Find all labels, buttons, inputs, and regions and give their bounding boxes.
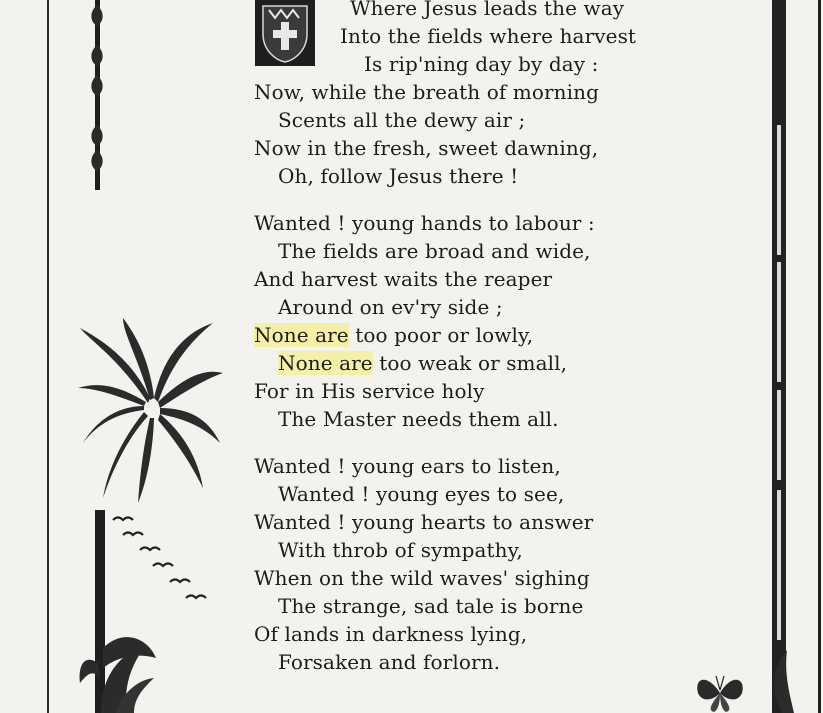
birds-icon (108, 510, 208, 610)
page-edge-right (818, 0, 821, 713)
highlighted-text: None are (278, 351, 373, 375)
ornament-vine-icon (86, 0, 110, 195)
highlighted-text: None are (254, 323, 349, 347)
poem-line: Forsaken and forlorn. (278, 650, 501, 674)
poem-line: Wanted ! young eyes to see, (278, 482, 565, 506)
poem-line: Wanted ! young hearts to answer (254, 510, 594, 534)
poem-line: Is rip'ning day by day : (364, 52, 599, 76)
poem-line: Of lands in darkness lying, (254, 622, 528, 646)
poem-line: Wanted ! young ears to listen, (254, 454, 561, 478)
poem-line: Where Jesus leads the way (350, 0, 625, 20)
poem-line: Into the fields where harvest (340, 24, 637, 48)
poem-line: Scents all the dewy air ; (278, 108, 526, 132)
foliage-icon (96, 640, 156, 713)
poem-line: Now, while the breath of morning (254, 80, 600, 104)
right-border-icon (770, 0, 790, 713)
poem-line-rest: too poor or lowly, (348, 323, 534, 347)
poem-line: With throb of sympathy, (278, 538, 523, 562)
butterfly-icon (692, 668, 748, 713)
poem-line (254, 321, 636, 349)
poem-line: Wanted ! young hands to labour : (254, 211, 595, 235)
poem-line: Oh, follow Jesus there ! (278, 164, 519, 188)
page-edge-left (47, 0, 49, 713)
poem-line: Now in the fresh, sweet dawning, (254, 136, 599, 160)
foliage-icon (762, 640, 802, 713)
poem-line: The strange, sad tale is borne (278, 594, 584, 618)
poem-line-rest: too weak or small, (372, 351, 568, 375)
poem-text (254, 0, 636, 676)
poem-line: For in His service holy (254, 379, 485, 403)
poem-line: Around on ev'ry side ; (278, 295, 503, 319)
poem-line: The Master needs them all. (278, 407, 559, 431)
poem-line: The fields are broad and wide, (278, 239, 591, 263)
poem-line: And harvest waits the reaper (254, 267, 553, 291)
poem-line (254, 349, 636, 377)
poem-line: When on the wild waves' sighing (254, 566, 590, 590)
